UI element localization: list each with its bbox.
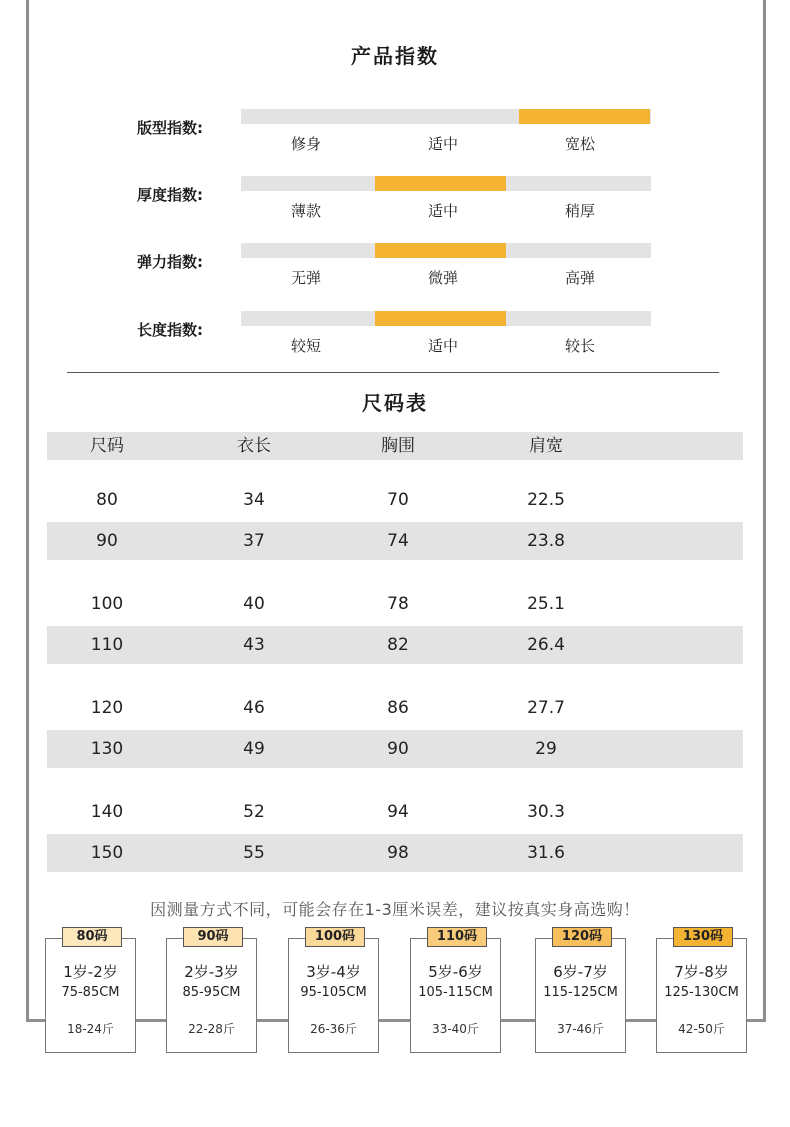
index-option: 较长 xyxy=(564,337,595,355)
cell-length: 43 xyxy=(243,635,265,655)
cell-length: 46 xyxy=(243,698,265,718)
size-card-age: 3岁-4岁 xyxy=(306,963,361,981)
cell-size: 130 xyxy=(90,739,124,759)
cell-chest: 94 xyxy=(387,802,409,822)
size-card-height: 115-125CM xyxy=(543,985,618,1000)
cell-size: 110 xyxy=(90,635,124,655)
index-option: 适中 xyxy=(427,337,458,355)
size-card xyxy=(166,929,257,1053)
index-label: 版型指数: xyxy=(137,119,203,137)
index-label: 厚度指数: xyxy=(137,186,203,204)
index-option: 高弹 xyxy=(564,269,595,287)
cell-chest: 74 xyxy=(387,531,409,551)
size-card-tag: 90码 xyxy=(183,927,243,947)
size-table-header xyxy=(47,432,743,460)
size-card-weight: 22-28斤 xyxy=(188,1022,235,1036)
size-card-height: 125-130CM xyxy=(664,985,739,1000)
index-option: 较短 xyxy=(290,337,321,355)
index-track xyxy=(241,243,651,258)
size-card-age: 1岁-2岁 xyxy=(63,963,118,981)
size-card-tag: 80码 xyxy=(62,927,122,947)
cell-shoulder: 27.7 xyxy=(527,698,565,718)
cell-size: 90 xyxy=(96,531,118,551)
table-row xyxy=(47,686,743,730)
cell-length: 55 xyxy=(243,843,265,863)
size-card-weight: 26-36斤 xyxy=(310,1022,357,1036)
size-card-height: 105-115CM xyxy=(418,985,493,1000)
cell-length: 37 xyxy=(243,531,265,551)
table-row xyxy=(47,834,743,872)
frame-right-border xyxy=(763,0,766,1022)
table-row xyxy=(47,730,743,768)
index-selected-segment xyxy=(375,243,506,258)
index-track xyxy=(241,311,651,326)
index-label: 长度指数: xyxy=(137,321,203,339)
header-chest: 胸围 xyxy=(381,436,415,456)
header-size: 尺码 xyxy=(90,436,124,456)
cell-chest: 98 xyxy=(387,843,409,863)
index-option: 宽松 xyxy=(564,135,595,153)
size-card-tag: 100码 xyxy=(305,927,365,947)
index-option: 稍厚 xyxy=(564,202,595,220)
table-row xyxy=(47,522,743,560)
size-card-tag: 110码 xyxy=(427,927,487,947)
index-option: 无弹 xyxy=(290,269,321,287)
index-option: 适中 xyxy=(427,202,458,220)
size-card-weight: 33-40斤 xyxy=(432,1022,479,1036)
cell-shoulder: 26.4 xyxy=(527,635,565,655)
size-card-height: 85-95CM xyxy=(182,985,241,1000)
index-selected-segment xyxy=(375,311,506,326)
size-card-age: 5岁-6岁 xyxy=(428,963,483,981)
section-divider xyxy=(67,372,719,373)
product-index-title: 产品指数 xyxy=(351,44,439,68)
index-selected-segment xyxy=(519,109,650,124)
size-card-height: 75-85CM xyxy=(61,985,120,1000)
size-card xyxy=(45,929,136,1053)
cell-length: 52 xyxy=(243,802,265,822)
size-card xyxy=(410,929,501,1053)
cell-chest: 82 xyxy=(387,635,409,655)
cell-chest: 78 xyxy=(387,594,409,614)
index-track xyxy=(241,109,651,124)
cell-chest: 90 xyxy=(387,739,409,759)
index-option: 修身 xyxy=(290,135,321,153)
index-track xyxy=(241,176,651,191)
frame-left-border xyxy=(26,0,29,1022)
size-card xyxy=(288,929,379,1053)
cell-shoulder: 31.6 xyxy=(527,843,565,863)
cell-length: 40 xyxy=(243,594,265,614)
cell-shoulder: 23.8 xyxy=(527,531,565,551)
cell-shoulder: 22.5 xyxy=(527,490,565,510)
index-selected-segment xyxy=(375,176,506,191)
cell-size: 150 xyxy=(90,843,124,863)
cell-length: 49 xyxy=(243,739,265,759)
size-card-age: 6岁-7岁 xyxy=(553,963,608,981)
index-option: 适中 xyxy=(427,135,458,153)
cell-size: 140 xyxy=(90,802,124,822)
size-card-weight: 18-24斤 xyxy=(67,1022,114,1036)
cell-chest: 86 xyxy=(387,698,409,718)
header-length: 衣长 xyxy=(237,436,271,456)
cell-size: 80 xyxy=(96,490,118,510)
table-row xyxy=(47,478,743,522)
size-card-height: 95-105CM xyxy=(300,985,367,1000)
size-card-weight: 37-46斤 xyxy=(557,1022,604,1036)
measurement-note: 因测量方式不同，可能会存在1-3厘米误差，建议按真实身高选购！ xyxy=(150,900,640,919)
table-row xyxy=(47,582,743,626)
frame-bottom-border xyxy=(26,1019,766,1022)
index-option: 微弹 xyxy=(427,269,458,287)
size-card-tag: 120码 xyxy=(552,927,612,947)
cell-length: 34 xyxy=(243,490,265,510)
header-shoulder: 肩宽 xyxy=(529,436,563,456)
cell-shoulder: 25.1 xyxy=(527,594,565,614)
cell-chest: 70 xyxy=(387,490,409,510)
table-row xyxy=(47,626,743,664)
size-card-weight: 42-50斤 xyxy=(678,1022,725,1036)
cell-shoulder: 29 xyxy=(535,739,557,759)
size-chart-title: 尺码表 xyxy=(362,391,428,415)
size-card xyxy=(656,929,747,1053)
size-card-age: 7岁-8岁 xyxy=(674,963,729,981)
table-row xyxy=(47,790,743,834)
size-card-tag: 130码 xyxy=(673,927,733,947)
index-option: 薄款 xyxy=(290,202,321,220)
cell-size: 100 xyxy=(90,594,124,614)
size-card xyxy=(535,929,626,1053)
cell-shoulder: 30.3 xyxy=(527,802,565,822)
index-label: 弹力指数: xyxy=(137,253,203,271)
size-card-age: 2岁-3岁 xyxy=(184,963,239,981)
cell-size: 120 xyxy=(90,698,124,718)
